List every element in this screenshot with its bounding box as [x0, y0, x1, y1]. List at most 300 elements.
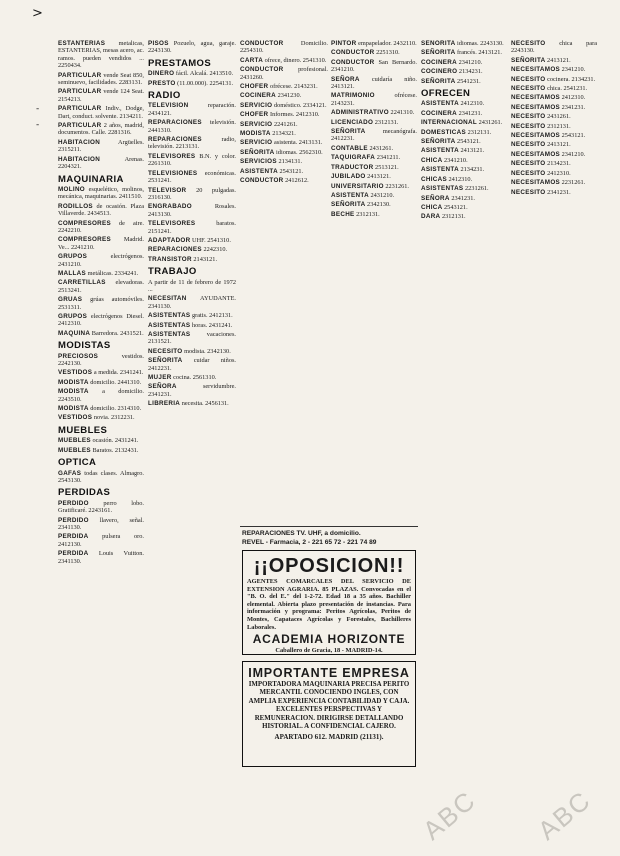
- ad-text: 2134321.: [272, 130, 296, 138]
- ad-text: 2242310.: [203, 246, 228, 254]
- classified-ad: [148, 400, 236, 407]
- ad-text: 2413121.: [367, 173, 391, 181]
- ad-text: Indiv., Dodge, Dart, conduct. solvente. 2134211.: [58, 105, 144, 120]
- ad-headword: CONDUCTOR: [240, 40, 284, 47]
- ad-text: A partir de 11 de febrero de 1972 ...: [148, 278, 236, 293]
- section-heading: MODISTAS: [58, 340, 111, 352]
- classified-ad: [240, 40, 328, 55]
- ad-text: electrógenos Diesel. 2412310.: [58, 313, 144, 328]
- ad-text: vacaciones. 2131521.: [148, 331, 236, 346]
- ad-text: cocina. 2561310.: [173, 374, 217, 382]
- classified-ad: [58, 253, 144, 268]
- ad-headword: SEÑORITA: [421, 77, 456, 85]
- ad-headword: SEÑORITA: [421, 138, 456, 146]
- classified-ad: [421, 147, 507, 154]
- ad-text: 2134231.: [547, 160, 571, 168]
- ad-text: pulsera oro. 2412130.: [58, 533, 144, 548]
- ad-headword: PARTICULAR: [58, 122, 102, 130]
- ad-headword: GRUAS: [58, 296, 83, 304]
- classified-ad: [511, 104, 597, 111]
- classified-ad: [58, 369, 144, 376]
- ad-text: 2312131.: [441, 213, 466, 221]
- ad-headword: COCINERA: [421, 58, 457, 66]
- classified-ad: [240, 139, 328, 146]
- classified-ad: [58, 330, 144, 337]
- ad-text: vende 124 Seat. 2154213.: [58, 88, 144, 103]
- opposition-ad-box: [242, 550, 416, 655]
- ad-headword: NECESITAMOS: [511, 94, 561, 102]
- ad-text: doméstico. 2334121.: [273, 101, 327, 109]
- classified-ad: [148, 246, 236, 253]
- ad-text: 2431210.: [370, 191, 395, 199]
- ad-headword: GRUPOS: [58, 313, 88, 320]
- ad-text: 2341230.: [277, 92, 302, 100]
- ad-headword: SEÑORITA: [240, 148, 275, 156]
- ad-headword: TELEVISOR: [148, 186, 187, 194]
- ad-text: 2341210.: [561, 66, 586, 74]
- classified-ad: [511, 66, 597, 73]
- section-heading: PERDIDAS: [58, 487, 111, 499]
- ad-headword: SERVICIOS: [240, 158, 277, 166]
- classified-ad: [58, 220, 144, 235]
- classified-ad: [511, 57, 597, 64]
- classified-ad: [240, 158, 328, 165]
- ad-text: 2413121.: [460, 147, 485, 155]
- classified-ad: [421, 204, 507, 211]
- ad-headword: CHICA: [421, 203, 443, 211]
- ad-text: Argüelles. 2315211.: [58, 138, 144, 154]
- ad-headword: MALLAS: [58, 269, 87, 277]
- ad-text: 2431261.: [478, 119, 503, 127]
- classified-ad: [511, 123, 597, 130]
- section-heading: MUEBLES: [58, 424, 108, 436]
- ad-text: novia. 2312231.: [93, 414, 135, 422]
- classified-ad: [58, 447, 144, 454]
- ad-text: 2231261.: [385, 182, 409, 190]
- ad-headword: NECESITAMOS: [511, 103, 561, 111]
- ad-text: San Bernardo. 2341210.: [331, 58, 417, 74]
- ad-headword: GRUPOS: [58, 253, 88, 261]
- ad-text: reparación. 2434121.: [148, 102, 236, 117]
- ad-headword: MODISTA: [240, 130, 271, 138]
- section-heading: TRABAJO: [148, 266, 197, 278]
- ad-headword: MUEBLES: [58, 437, 91, 445]
- ad-headword: NECESITO: [511, 40, 546, 47]
- ad-headword: PERDIDO: [58, 499, 89, 507]
- ad-headword: REPARACIONES: [148, 136, 202, 144]
- classified-ad: [331, 40, 417, 47]
- classified-ad: [240, 57, 328, 64]
- ad-headword: TAQUIGRAFA: [331, 154, 376, 162]
- classified-ad: [58, 517, 144, 532]
- ad-headword: CARTA: [240, 56, 264, 64]
- ad-text: Domicilio. 2254310.: [240, 40, 328, 55]
- classified-ad: [148, 237, 236, 244]
- classified-ad: [58, 296, 144, 311]
- ad-headword: PERDIDA: [58, 533, 89, 541]
- ad-headword: PARTICULAR: [58, 105, 102, 113]
- classified-ad: [421, 176, 507, 183]
- ad-text: 2241261.: [273, 120, 298, 128]
- ad-text: televisión. 2441310.: [148, 119, 236, 134]
- classified-ad: [511, 170, 597, 177]
- corner-arrow-mark: >: [32, 6, 43, 21]
- classified-ad: [421, 110, 507, 117]
- classified-ad: [58, 186, 144, 201]
- ad-text: 2513121.: [375, 163, 399, 171]
- ad-headword: ADMINISTRATIVO: [331, 109, 389, 117]
- ad-headword: NECESITAMOS: [511, 150, 561, 158]
- classified-ad: [421, 100, 507, 107]
- academy-address: Caballero de Gracia, 18 - MADRID-14.: [275, 647, 383, 655]
- ad-headword: COCINERA: [421, 109, 457, 117]
- margin-tick-mark: -: [36, 104, 40, 114]
- ad-text: Informes. 2412310.: [269, 111, 320, 119]
- classified-ad: [331, 59, 417, 74]
- ad-text: ocasión. 2431241.: [92, 437, 139, 445]
- ad-text: domicilio. 2441310.: [90, 378, 142, 386]
- margin-tick-mark: -: [36, 120, 40, 130]
- ad-headword: ASISTENTA: [421, 147, 459, 155]
- classified-ad: [421, 40, 507, 47]
- ad-headword: MOLINO: [58, 185, 85, 193]
- ad-headword: ADAPTADOR: [148, 236, 191, 244]
- ad-text: Rosales. 2413130.: [148, 203, 236, 218]
- classified-ad: [58, 379, 144, 386]
- classified-ad: [58, 279, 144, 294]
- ad-text: 2134131.: [278, 158, 303, 166]
- ad-text: B.N. y color. 2261310.: [148, 152, 236, 168]
- ad-headword: NECESITO: [148, 347, 183, 355]
- classified-ad: [58, 470, 144, 485]
- ad-text: 2412310.: [448, 175, 473, 183]
- ad-headword: MODISTA: [58, 405, 89, 413]
- ad-headword: PARTICULAR: [58, 88, 102, 96]
- ad-text: radio, televisión. 2213131.: [148, 136, 236, 151]
- ad-text: 2431261.: [369, 144, 394, 152]
- ad-text: horas. 2431241.: [192, 321, 233, 329]
- classified-ad: [58, 156, 144, 171]
- classified-ad: [148, 357, 236, 372]
- ad-text: 2241310.: [390, 109, 415, 117]
- classified-ad: [421, 49, 507, 56]
- ad-headword: NECESITO: [511, 122, 546, 130]
- classified-ad: [511, 40, 597, 55]
- ad-headword: NECESITAMOS: [511, 179, 561, 187]
- classified-ad: [511, 141, 597, 148]
- ad-headword: NECESITO: [511, 188, 546, 196]
- ad-headword: COCINERA: [240, 92, 276, 100]
- ad-text: esquelético, molinos, mecánica, maquinarias. 2411510.: [58, 185, 144, 201]
- ad-headword: LIBRERIA: [148, 400, 181, 408]
- ad-headword: MATRIMONIO: [331, 92, 375, 100]
- section-heading: OPTICA: [58, 457, 97, 469]
- classified-ad: [58, 270, 144, 277]
- ad-headword: JUBILADO: [331, 173, 366, 181]
- ad-headword: SEÑORITA: [421, 49, 456, 57]
- classified-ad: [331, 145, 417, 152]
- classified-ad: [331, 49, 417, 56]
- ad-text: metálicas. 2334241.: [87, 269, 139, 277]
- classified-ad: [148, 170, 236, 185]
- column-2: [148, 40, 236, 840]
- classified-ad: [58, 353, 144, 368]
- classified-ad: [240, 168, 328, 175]
- ad-text: 20 pulgadas. 2316130.: [148, 186, 236, 201]
- ad-text: cocinera. 2134231.: [547, 75, 596, 83]
- ad-headword: ASISTENTAS: [148, 331, 191, 338]
- classified-ad: [148, 374, 236, 381]
- ad-text: cuidar niños. 2412231.: [148, 357, 236, 372]
- classified-ad: [148, 331, 236, 346]
- classified-ad: [421, 129, 507, 136]
- classified-ad: [511, 94, 597, 101]
- classified-ad: [511, 189, 597, 196]
- classified-ad: [240, 177, 328, 184]
- ad-headword: SERVICIO: [240, 101, 273, 109]
- ad-text: 2231261.: [465, 185, 489, 193]
- classified-ad: [58, 88, 144, 103]
- classified-ad: [58, 388, 144, 403]
- classified-ad: [421, 138, 507, 145]
- ad-headword: SEÑORITA: [331, 201, 366, 209]
- ad-text: 2341210.: [458, 58, 483, 66]
- classified-ad: [58, 533, 144, 548]
- ad-text: servidumbre. 2341231.: [148, 383, 236, 398]
- ad-headword: CHICAS: [421, 175, 447, 183]
- ad-headword: ASISTENTA: [421, 166, 459, 174]
- ad-text: Baratos. 2132431.: [92, 446, 139, 454]
- section-heading: OFRECEN: [421, 88, 471, 100]
- ad-headword: GAFAS: [58, 469, 82, 477]
- ad-headword: HABITACION: [58, 155, 101, 163]
- section-heading: PRESTAMOS: [148, 57, 212, 69]
- ad-text: perro lobo. Gratificaré. 2243161.: [58, 499, 144, 515]
- ad-text: 2312131.: [467, 128, 492, 136]
- classified-ad: [421, 213, 507, 220]
- ad-headword: RODILLOS: [58, 202, 93, 210]
- classified-ad: [240, 130, 328, 137]
- ad-headword: MAQUINA: [58, 329, 91, 337]
- classified-ad: [331, 119, 417, 126]
- ad-headword: CONDUCTOR: [240, 177, 284, 185]
- ad-text: a medida. 2341241.: [93, 369, 144, 377]
- classified-ad: [511, 151, 597, 158]
- ad-headword: SEÑORA: [421, 194, 450, 202]
- ad-text: de aire. 2242210.: [58, 219, 144, 234]
- classified-ad: [511, 76, 597, 83]
- column-4: [331, 40, 417, 520]
- classified-ad: [511, 179, 597, 186]
- ad-text: económicas. 2531241.: [148, 169, 236, 185]
- classified-ad: [148, 348, 236, 355]
- ad-headword: SEÑORA: [148, 383, 177, 391]
- classified-ad: [240, 121, 328, 128]
- classified-ad: [240, 92, 328, 99]
- ad-headword: NECESITAMOS: [511, 66, 561, 74]
- ad-headword: NECESITAMOS: [511, 132, 561, 140]
- ad-text: 2412612.: [285, 177, 309, 185]
- ad-headword: MODISTA: [58, 378, 89, 386]
- ad-headword: PARTICULAR: [58, 71, 102, 79]
- ad-text: gratis. 2412131.: [192, 312, 233, 320]
- classified-ad: [58, 72, 144, 87]
- classified-ad: [331, 128, 417, 143]
- classified-ad: [331, 92, 417, 107]
- classified-ad: [58, 40, 144, 70]
- classified-ad: [511, 160, 597, 167]
- ad-text: 2413121.: [547, 141, 571, 149]
- ad-headword: TELEVISIONES: [148, 169, 198, 177]
- column-5: [421, 40, 507, 840]
- classified-ad: [421, 166, 507, 173]
- ad-headword: TELEVISION: [148, 102, 189, 110]
- classified-ad: [148, 220, 236, 235]
- classified-ad: [331, 164, 417, 171]
- ad-text: 2143121.: [193, 255, 218, 263]
- banner-line-2: REVEL - Farmacia, 2 - 221 65 72 - 221 74 89: [242, 539, 377, 546]
- classified-ad: [240, 102, 328, 109]
- ad-headword: TELEVISORES: [148, 152, 196, 160]
- classified-ad: [421, 195, 507, 202]
- ad-headword: ASISTENTAS: [148, 321, 191, 329]
- ad-text: Arenas. 2204321.: [58, 155, 144, 171]
- ad-text: 2134231.: [458, 68, 483, 76]
- ad-text: Barredora. 2431521.: [91, 329, 144, 337]
- ad-headword: CONDUCTOR: [331, 49, 375, 57]
- ad-text: UHF. 2541310.: [192, 236, 231, 244]
- ad-headword: ASISTENTA: [421, 100, 459, 108]
- column-6: [511, 40, 597, 840]
- ad-headword: COMPRESORES: [58, 219, 111, 227]
- ad-text: elevadoras. 2513241.: [58, 279, 144, 294]
- ad-text: Louis Vuitton. 2341130.: [58, 550, 144, 565]
- classified-ad: [58, 139, 144, 154]
- ad-text: vestidos. 2242130.: [58, 352, 144, 368]
- classified-ad: [148, 279, 236, 294]
- classified-ad: [148, 40, 236, 55]
- ad-headword: SERVICIO: [240, 120, 273, 128]
- classified-ad: [421, 119, 507, 126]
- company-ad-box: [242, 661, 416, 767]
- ad-text: de ocasión. Plaza Villaverde. 2434513.: [58, 202, 144, 218]
- ad-headword: HABITACION: [58, 138, 101, 146]
- section-heading: MAQUINARIA: [58, 173, 124, 185]
- watermark-abc: ABC: [531, 784, 597, 846]
- ad-text: 2541231.: [457, 77, 481, 85]
- ad-text: 2341210.: [561, 150, 586, 158]
- classified-ad: [421, 68, 507, 75]
- ad-text: 2312131.: [374, 118, 399, 126]
- ad-headword: ASISTENTAS: [148, 312, 191, 320]
- ad-text: 2341231.: [451, 194, 475, 202]
- classified-ad: [148, 70, 236, 77]
- classified-ad: [58, 313, 144, 328]
- ad-text: 2341231.: [458, 109, 483, 117]
- company-body: IMPORTADORA MAQUINARIA PRECISA PERITO MERCANTIL CONOCIENDO INGLES, CON AMPLIA EXPERIENCIA CONTABILIDAD Y CAJA. EXCELENTES PERSPECTIVAS Y REMUNERACION. DIRIGIRSE DETALLANDO HISTORIAL. A CONFIDENCIAL CAJERO.: [248, 681, 410, 731]
- classified-ad: [58, 203, 144, 218]
- ad-headword: ASISTENTA: [331, 191, 369, 199]
- classified-ad: [331, 154, 417, 161]
- classified-ad: [148, 187, 236, 202]
- classified-ad: [148, 203, 236, 218]
- ad-text: fácil. Alcalá. 2413510.: [175, 70, 234, 78]
- classified-ad: [240, 111, 328, 118]
- ad-headword: PRESTO: [148, 79, 176, 87]
- ad-text: profesional. 2431260.: [240, 66, 328, 81]
- ad-headword: CONTABLE: [331, 144, 368, 152]
- ad-headword: SEÑORITA: [421, 40, 456, 47]
- ad-text: 2 años, madrid, documentos. Calle. 2281316.: [58, 122, 144, 137]
- ad-text: 2412310.: [547, 169, 571, 177]
- ad-headword: REPARACIONES: [148, 246, 202, 254]
- ad-text: 2312131.: [356, 210, 380, 218]
- classified-ad: [421, 78, 507, 85]
- ad-text: idiomas. 2243130.: [457, 40, 504, 47]
- ad-headword: MUEBLES: [58, 446, 91, 454]
- ad-headword: CONDUCTOR: [331, 58, 375, 66]
- ad-headword: SEÑORITA: [331, 128, 366, 136]
- classified-ad: [331, 201, 417, 208]
- ad-headword: MODISTA: [58, 388, 89, 396]
- classified-ad: [240, 66, 328, 81]
- ad-headword: SEÑORITA: [511, 56, 546, 64]
- ad-headword: LICENCIADO: [331, 118, 374, 126]
- ad-text: (11.00.000). 2254131.: [177, 79, 234, 87]
- classified-ad: [58, 550, 144, 565]
- ad-headword: CONDUCTOR: [240, 66, 284, 74]
- ad-headword: COMPRESORES: [58, 236, 111, 244]
- ad-text: 2251310.: [376, 49, 400, 57]
- ad-headword: BECHE: [331, 210, 355, 218]
- ad-headword: NECESITO: [511, 169, 546, 177]
- ad-text: electrógenos. 2431210.: [58, 253, 144, 268]
- classified-ad: [58, 122, 144, 137]
- classified-ad: [331, 183, 417, 190]
- ad-text: metalicas, ESTANTERIAS, mesas acero, ac. ramos. pueden vendidos ... 2250434.: [58, 40, 144, 70]
- ad-text: llavero, señal. 2341130.: [58, 516, 144, 531]
- ad-text: necesita. 2456131.: [181, 400, 229, 408]
- classified-ad: [511, 85, 597, 92]
- ad-headword: NECESITAN: [148, 295, 187, 303]
- ad-text: AYUDANTE. 2341130.: [148, 295, 236, 310]
- ad-text: 2413121.: [547, 56, 571, 64]
- ad-headword: UNIVERSITARIO: [331, 182, 384, 190]
- classified-ad: [148, 153, 236, 168]
- classified-ad: [240, 149, 328, 156]
- ad-headword: ENGRABADO: [148, 203, 192, 211]
- ad-headword: DOMESTICAS: [421, 128, 466, 136]
- opposition-body: AGENTES COMARCALES DEL SERVICIO DE EXTENSION AGRARIA. 85 PLAZAS. Convocadas en el "B. O. del E." del 1-2-72. Edad 18 a 35 años. Bachiller elemental. Abierta plazo presentación de instancias. Para información y programa: Peritos Agrícolas, Peritos de Montes, Capataces Agrícolas y Forestales, Bachilleres Laborales.: [247, 578, 411, 631]
- ad-text: chica. 2541231.: [547, 85, 588, 93]
- ad-text: mecanógrafa. 2412231.: [331, 128, 417, 143]
- ad-headword: DINERO: [148, 70, 175, 78]
- classified-ad: [511, 132, 597, 139]
- ad-headword: CARRETILLAS: [58, 279, 106, 287]
- ad-text: vende Seat 850, seminuevo, facilidades. 2283131.: [58, 71, 144, 87]
- classified-ad: [58, 105, 144, 120]
- ad-headword: NECESITO: [511, 75, 546, 83]
- ad-headword: NECESITO: [511, 113, 546, 121]
- ad-headword: SEÑORITA: [148, 357, 183, 365]
- ad-text: todas clases. Almagro. 2543130.: [58, 469, 144, 484]
- ad-headword: ASISTENTA: [240, 167, 278, 175]
- classified-ad: [148, 295, 236, 310]
- ad-headword: VESTIDOS: [58, 369, 93, 377]
- classified-ad: [331, 109, 417, 116]
- ad-headword: CHICA: [421, 156, 443, 164]
- ad-text: a domicilio. 2243510.: [58, 388, 144, 403]
